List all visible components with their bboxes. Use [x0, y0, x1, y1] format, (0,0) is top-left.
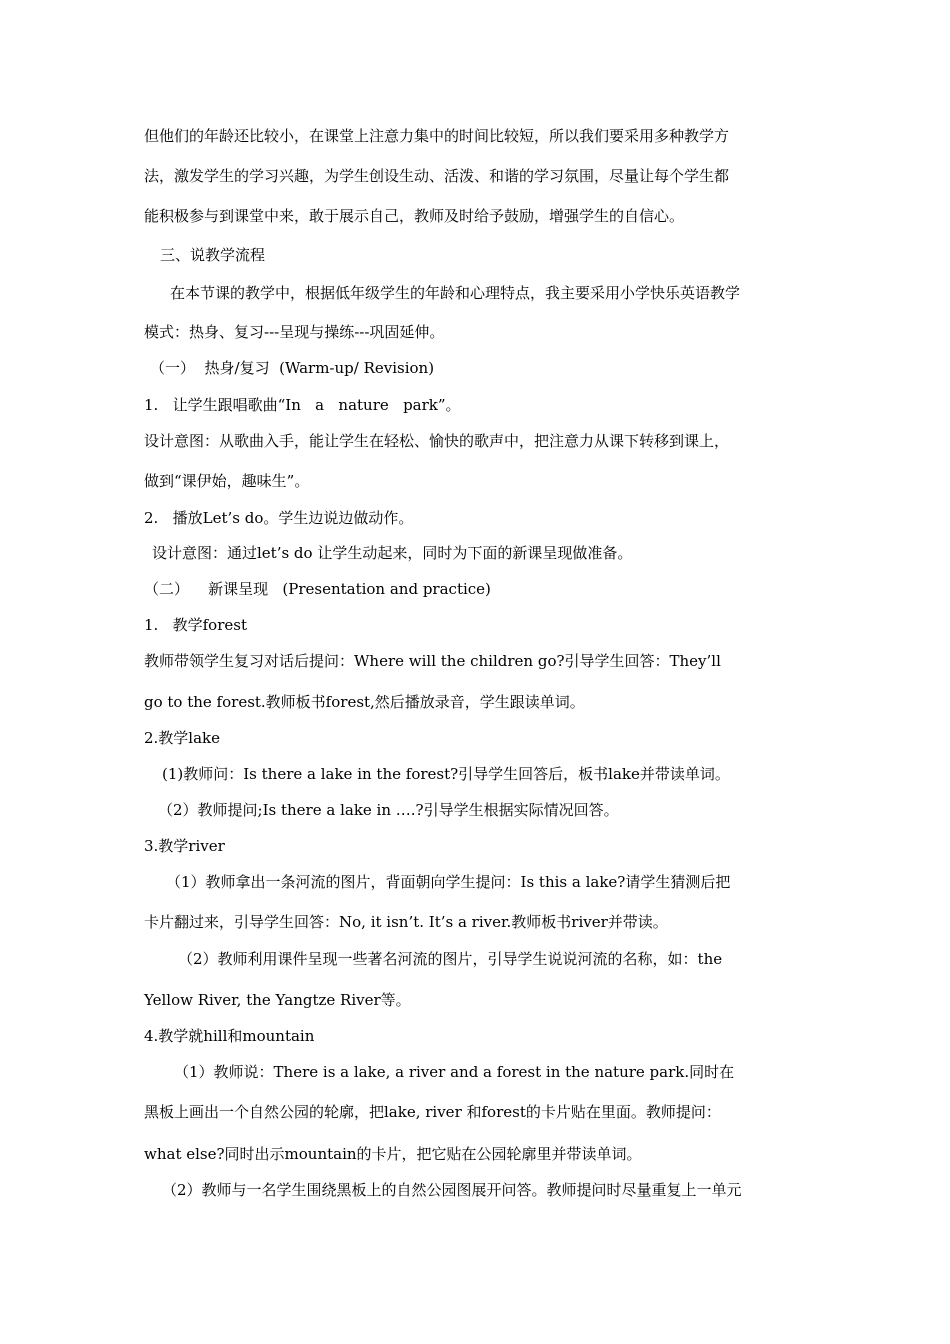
list-item: 1. 让学生跟唱歌曲“In a nature park”。 [144, 396, 461, 414]
paragraph-line: Yellow River, the Yangtze River等。 [144, 991, 411, 1009]
paragraph-line: 做到“课伊始，趣味生”。 [144, 472, 310, 490]
paragraph-line: 设计意图：通过let’s do 让学生动起来，同时为下面的新课呈现做准备。 [152, 544, 633, 562]
list-item: 1. 教学forest [144, 616, 247, 634]
paragraph-line: （2）教师利用课件呈现一些著名河流的图片，引导学生说说河流的名称，如：the [178, 950, 723, 968]
paragraph-line: 模式：热身、复习---呈现与操练---巩固延伸。 [144, 323, 445, 341]
paragraph-line: 在本节课的教学中，根据低年级学生的年龄和心理特点，我主要采用小学快乐英语教学 [170, 284, 741, 302]
list-item: 2. 播放Let’s do。学生边说边做动作。 [144, 509, 414, 527]
list-item: 2.教学lake [144, 729, 221, 747]
paragraph-line: 黑板上画出一个自然公园的轮廓，把lake, river 和forest的卡片贴在里面。教师提问： [144, 1103, 721, 1121]
subsection-heading: （一） 热身/复习 (Warm-up/ Revision) [150, 359, 435, 377]
list-item: 3.教学river [144, 837, 225, 855]
paragraph-line: go to the forest.教师板书forest,然后播放录音，学生跟读单词。 [144, 693, 585, 711]
section-heading: 三、说教学流程 [160, 246, 266, 264]
list-item: 4.教学就hill和mountain [144, 1027, 315, 1045]
paragraph-line: (1)教师问：Is there a lake in the forest?引导学生回答后，板书lake并带读单词。 [162, 765, 730, 783]
paragraph-line: 卡片翻过来，引导学生回答：No, it isn’t. It’s a river.教师板书river并带读。 [144, 913, 668, 931]
paragraph-line: what else?同时出示mountain的卡片，把它贴在公园轮廓里并带读单词。 [144, 1145, 642, 1163]
paragraph-line: 法，激发学生的学习兴趣，为学生创设生动、活泼、和谐的学习氛围，尽量让每个学生都 [144, 167, 730, 185]
paragraph-line: 设计意图：从歌曲入手，能让学生在轻松、愉快的歌声中，把注意力从课下转移到课上， [144, 432, 730, 450]
paragraph-line: 能积极参与到课堂中来，敢于展示自己，教师及时给予鼓励，增强学生的自信心。 [144, 207, 685, 225]
paragraph-line: （1）教师拿出一条河流的图片，背面朝向学生提问：Is this a lake?请学生猜测后把 [166, 873, 731, 891]
paragraph-line: 教师带领学生复习对话后提问：Where will the children go?引导学生回答：They’ll [144, 652, 721, 670]
paragraph-line: （2）教师与一名学生围绕黑板上的自然公园图展开问答。教师提问时尽量重复上一单元 [162, 1181, 742, 1199]
paragraph-line: （2）教师提问;Is there a lake in ….?引导学生根据实际情况回答。 [158, 801, 619, 819]
subsection-heading: （二） 新课呈现 (Presentation and practice) [144, 580, 491, 598]
paragraph-line: 但他们的年龄还比较小，在课堂上注意力集中的时间比较短，所以我们要采用多种教学方 [144, 127, 730, 145]
paragraph-line: （1）教师说：There is a lake, a river and a forest in the nature park.同时在 [174, 1063, 735, 1081]
